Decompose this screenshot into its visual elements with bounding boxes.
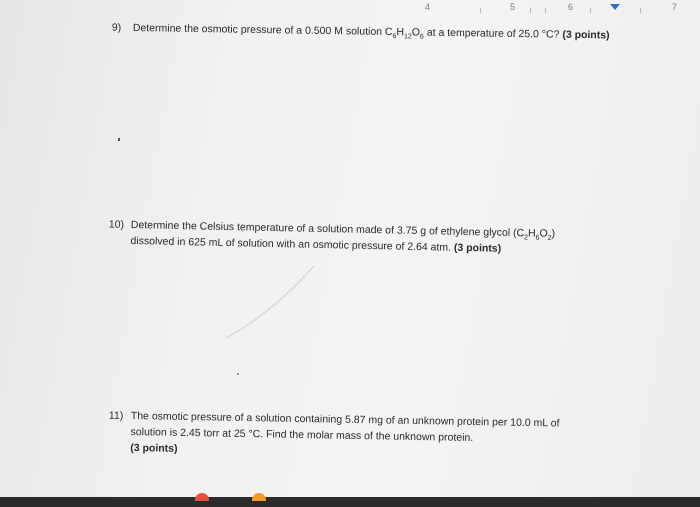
ruler-number: 4: [425, 2, 431, 12]
question-text: Determine the osmotic pressure of a 0.500 M solution $C_6H_{12}O_6$ at a temperature of 25.0 °C? (3 points): [132, 21, 610, 42]
points-label: (3 points): [559, 28, 610, 42]
points-label: (3 points): [450, 241, 502, 255]
ruler-number: 5: [510, 2, 516, 12]
ink-mark: [118, 138, 120, 141]
points-label: (3 points): [130, 441, 178, 455]
faint-pen-stroke: [222, 262, 322, 342]
tab-stop-marker-icon[interactable]: [610, 4, 620, 10]
question-text: The osmotic pressure of a solution containing 5.87 mg of an unknown protein per 10.0 mL of solution is 2.45 torr at 25 °C. Find the molar mass of the unknown protein.: [130, 409, 560, 444]
question-number: 10): [108, 218, 125, 231]
app-icon[interactable]: [195, 493, 209, 501]
ruler-number: 7: [672, 2, 678, 12]
question-number: 9): [111, 21, 122, 34]
ruler-number: 6: [568, 2, 574, 12]
question-9: [111, 20, 613, 44]
app-icon[interactable]: [252, 493, 266, 501]
taskbar: [0, 497, 700, 507]
question-number: 11): [108, 409, 124, 422]
question-11: [108, 408, 591, 464]
ruler: [380, 0, 700, 18]
question-10: [108, 217, 591, 259]
question-text: Determine the Celsius temperature of a solution made of 3.75 g of ethylene glycol $(C_2H_6O_2)$ dissolved in 625 mL of solution with an osmotic pressure of 2.64 atm. (3 points): [130, 218, 556, 255]
ink-mark: [237, 373, 239, 375]
